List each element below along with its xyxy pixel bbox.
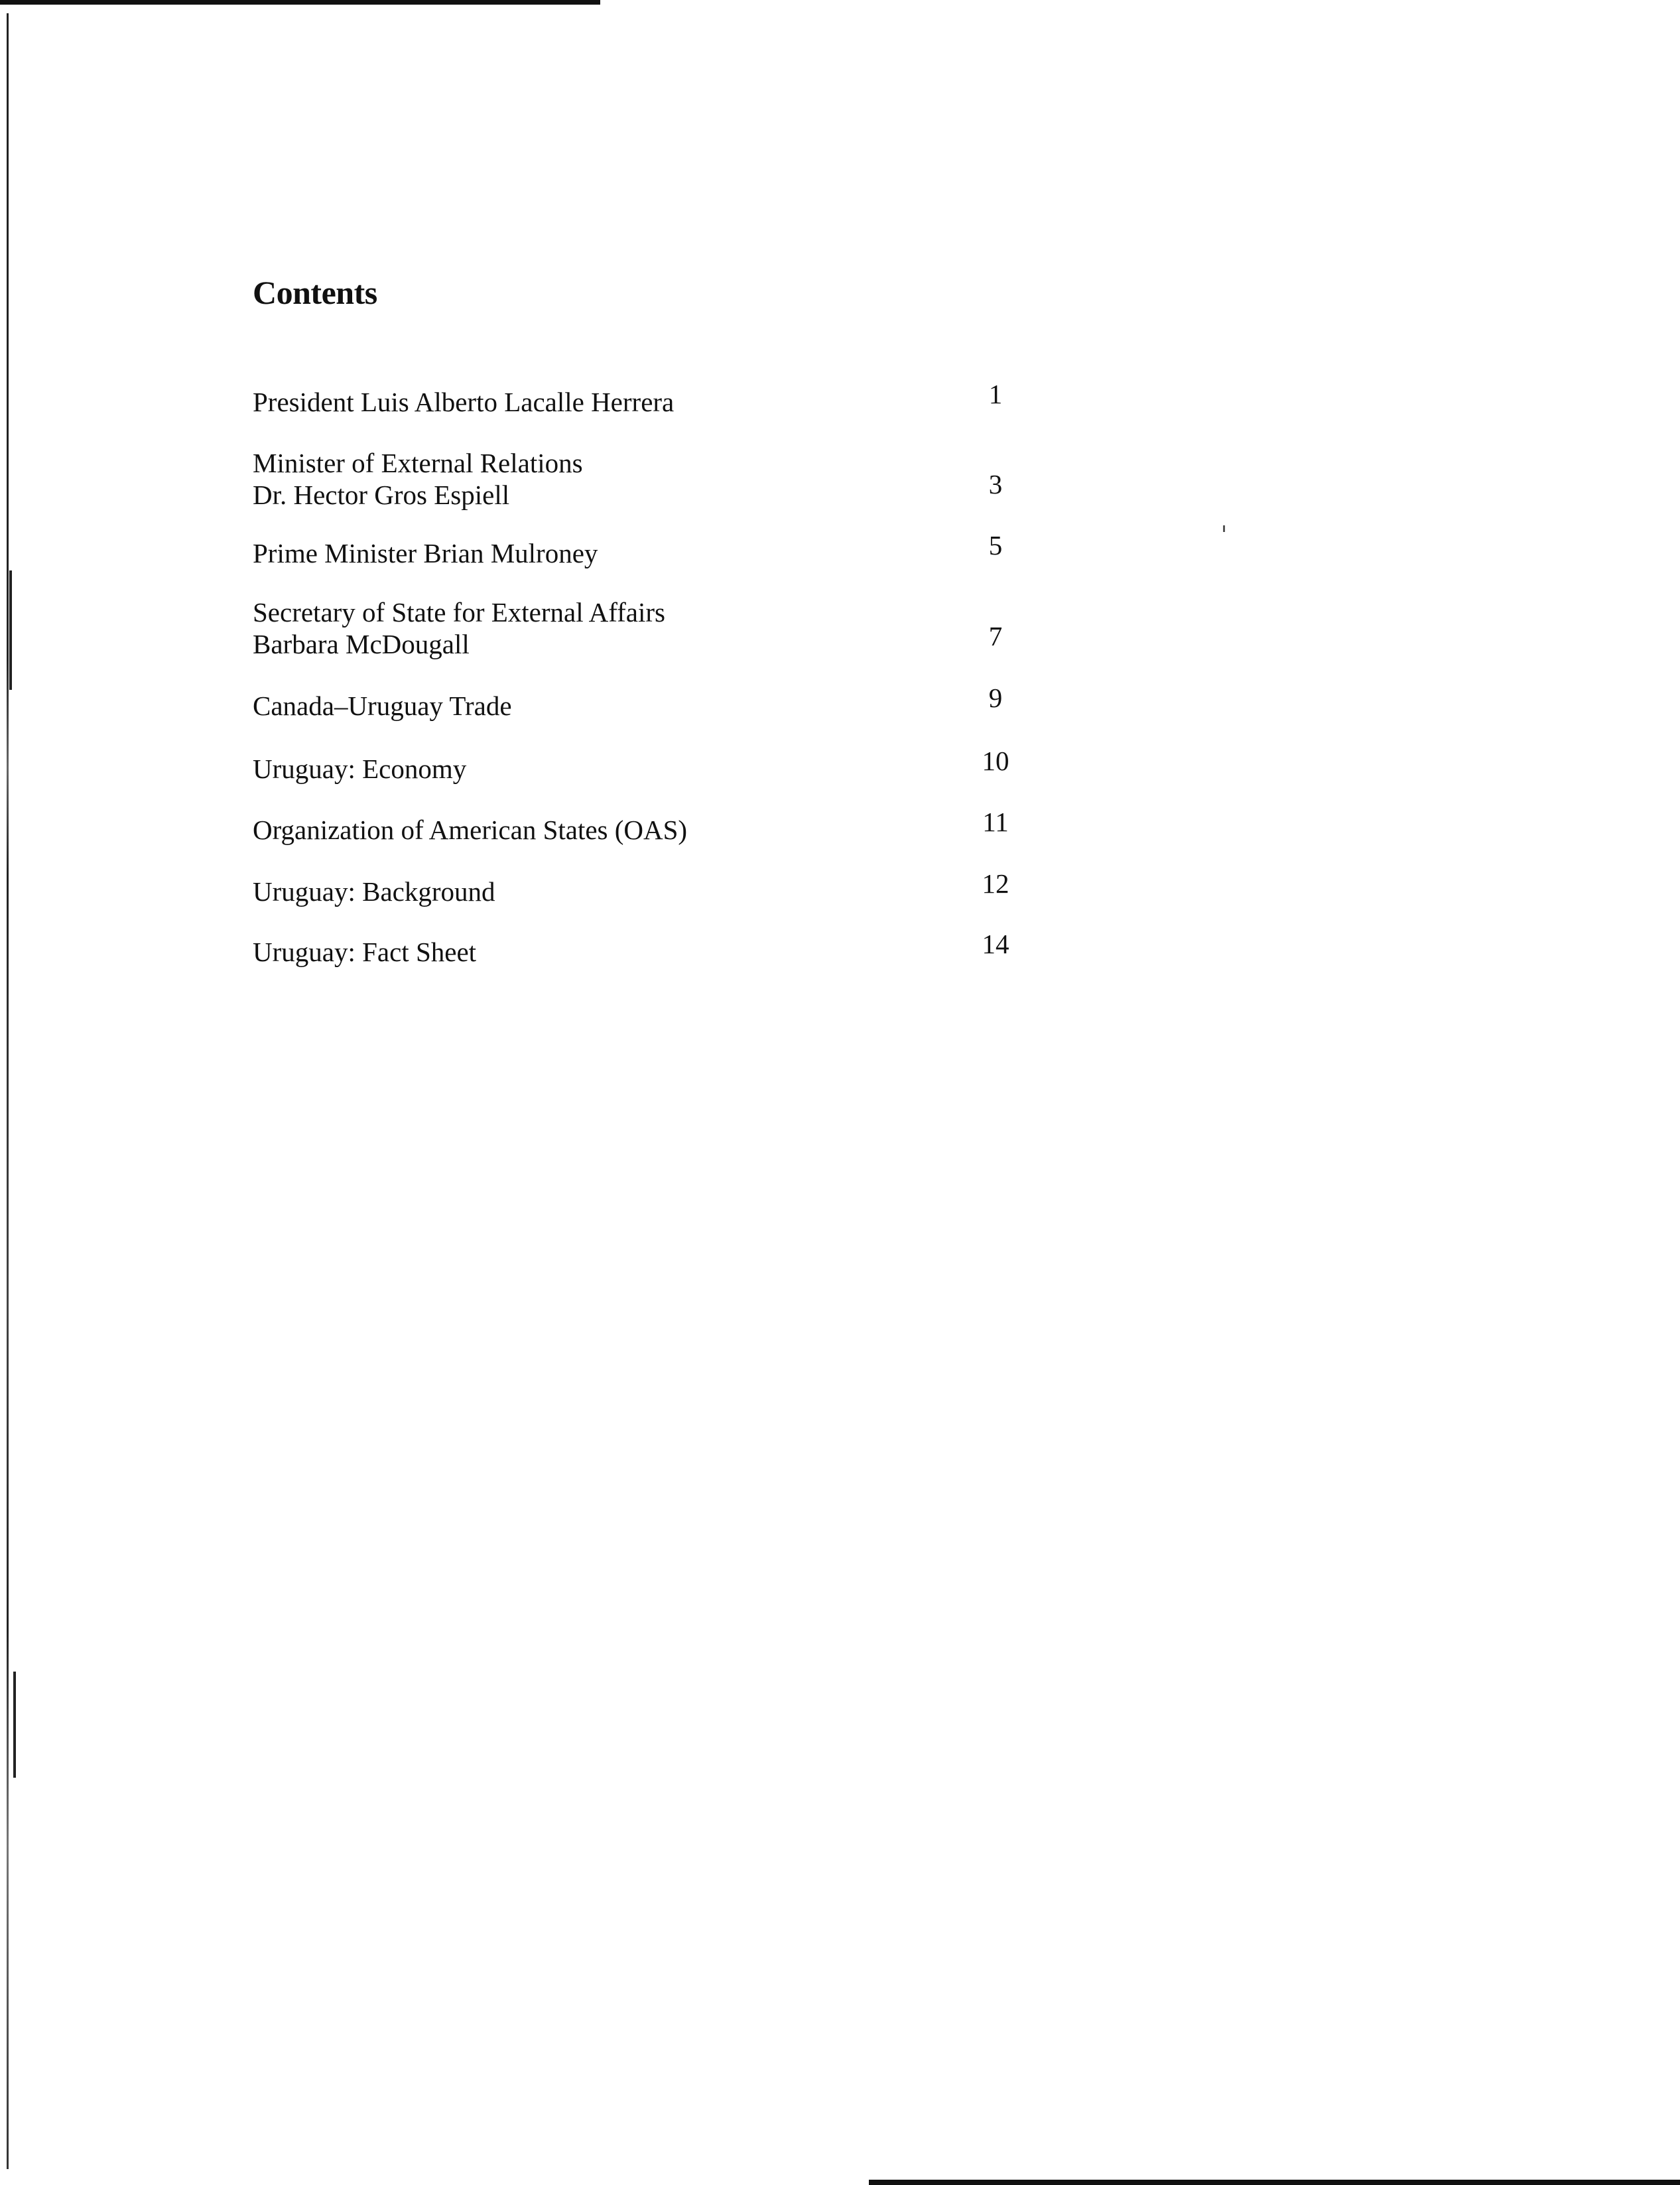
scan-speck: [1223, 525, 1225, 532]
toc-entry-page: 5: [988, 530, 1003, 561]
toc-entry-page: 14: [982, 929, 1009, 959]
toc-entry-page: 12: [982, 868, 1009, 899]
toc-entry: [253, 746, 1022, 785]
toc-entry-page: 1: [988, 379, 1003, 409]
toc-entry-title: Uruguay: Fact Sheet: [253, 937, 477, 967]
toc-entry: [253, 377, 1022, 418]
toc-entry-title: Uruguay: Background: [253, 876, 495, 907]
toc-entry-title: Organization of American States (OAS): [253, 815, 688, 845]
toc-entry: [253, 929, 1022, 968]
page-title: Contents: [253, 274, 377, 311]
toc-entry-page: 11: [982, 807, 1009, 837]
toc-entry: [253, 594, 1022, 660]
toc-entry-title: Secretary of State for External Affairs Barbara McDougall: [253, 597, 665, 659]
toc-entry-title: Uruguay: Economy: [253, 754, 467, 784]
toc-entry: [253, 869, 1022, 907]
scan-left-edge-mark: [9, 570, 12, 690]
toc-entry: [253, 444, 1022, 511]
toc-entry-page: 3: [988, 469, 1003, 499]
toc-entry-page: 9: [988, 683, 1003, 713]
toc-entry: [253, 531, 1022, 569]
toc-entry: [253, 683, 1022, 722]
scan-left-edge: [7, 13, 9, 2169]
toc-entry-title: Prime Minister Brian Mulroney: [253, 538, 598, 568]
toc-entry-title: Minister of External Relations Dr. Hector Gros Espiell: [253, 448, 583, 510]
toc-entry-page: 7: [988, 621, 1003, 651]
table-of-contents: [253, 0, 1022, 995]
toc-entry-page: 10: [982, 746, 1009, 776]
scan-bottom-edge: [869, 2180, 1680, 2185]
toc-entry-title: President Luis Alberto Lacalle Herrera: [253, 387, 675, 417]
toc-entry-title: Canada–Uruguay Trade: [253, 691, 512, 721]
toc-entry: [253, 807, 1022, 846]
scan-left-edge-mark: [13, 1672, 16, 1778]
